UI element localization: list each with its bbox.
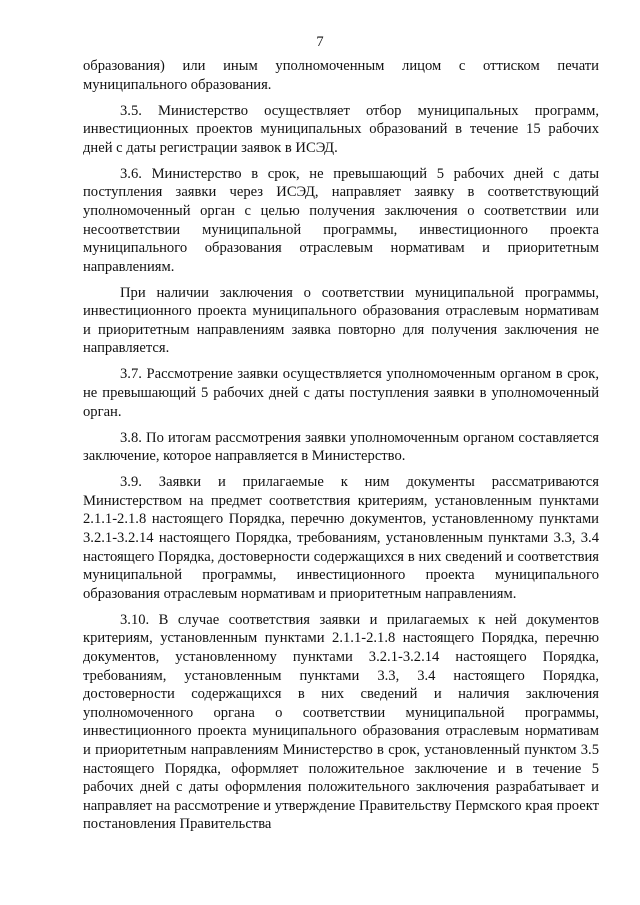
paragraph-3-9: 3.9. Заявки и прилагаемые к ним документы рассматриваются Министерством на предмет соответствия критериям, установленным пунктами 2.1.1-2.1.8 настоящего Порядка, перечню документов, установленному пунктами 3.2.1-3.2.14 настоящего Порядка, требованиям, установленным пунктами 3.3, 3.4 настоящего Порядка, достоверности содержащихся в них сведений и соответствия муниципальной программы, инвестиционного проекта муниципального образования отраслевым нормативам и приоритетным направлениям.	[83, 474, 599, 602]
paragraph-3-7: 3.7. Рассмотрение заявки осуществляется уполномоченным органом в срок, не превышающий 5 рабочих дней с даты поступления заявки в уполномоченный орган.	[83, 366, 599, 420]
document-body	[83, 57, 599, 841]
page-number: 7	[316, 34, 324, 50]
paragraph-3-6-note: При наличии заключения о соответствии муниципальной программы, инвестиционного проекта муниципального образования отраслевым нормативам и приоритетным направлениям заявка повторно для получения заключения не направляется.	[83, 284, 599, 357]
paragraph-3-8: 3.8. По итогам рассмотрения заявки уполномоченным органом составляется заключение, которое направляется в Министерство.	[83, 429, 599, 465]
paragraph-3-10: 3.10. В случае соответствия заявки и прилагаемых к ней документов критериям, установленным пунктами 2.1.1-2.1.8 настоящего Порядка, перечню документов, установленному пунктами 3.2.1-3.2.14 настоящего Порядка, требованиям, установленным пунктами 3.3, 3.4 настоящего Порядка, достоверности содержащихся в них сведений и наличия заключения уполномоченного органа о соответствии муниципальной программы, инвестиционного проекта муниципального образования отраслевым нормативам и приоритетным направлениям Министерство в срок, установленный пунктом 3.5 настоящего Порядка, оформляет положительное заключение и в течение 5 рабочих дней с даты оформления положительного заключения разрабатывает и направляет на рассмотрение и утверждение Правительству Пермского края проект постановления Правительства	[83, 611, 599, 833]
paragraph-continued: образования) или иным уполномоченным лицом с оттиском печати муниципального образования.	[83, 58, 599, 93]
paragraph-3-5: 3.5. Министерство осуществляет отбор муниципальных программ, инвестиционных проектов муниципальных образований в течение 15 рабочих дней с даты регистрации заявок в ИСЭД.	[83, 102, 599, 156]
paragraph-3-6: 3.6. Министерство в срок, не превышающий 5 рабочих дней с даты поступления заявки через ИСЭД, направляет заявку в соответствующий уполномоченный орган с целью получения заключения о соответствии или несоответствии муниципальной программы, инвестиционного проекта муниципального образования отраслевым нормативам и приоритетным направлениям.	[83, 165, 599, 275]
